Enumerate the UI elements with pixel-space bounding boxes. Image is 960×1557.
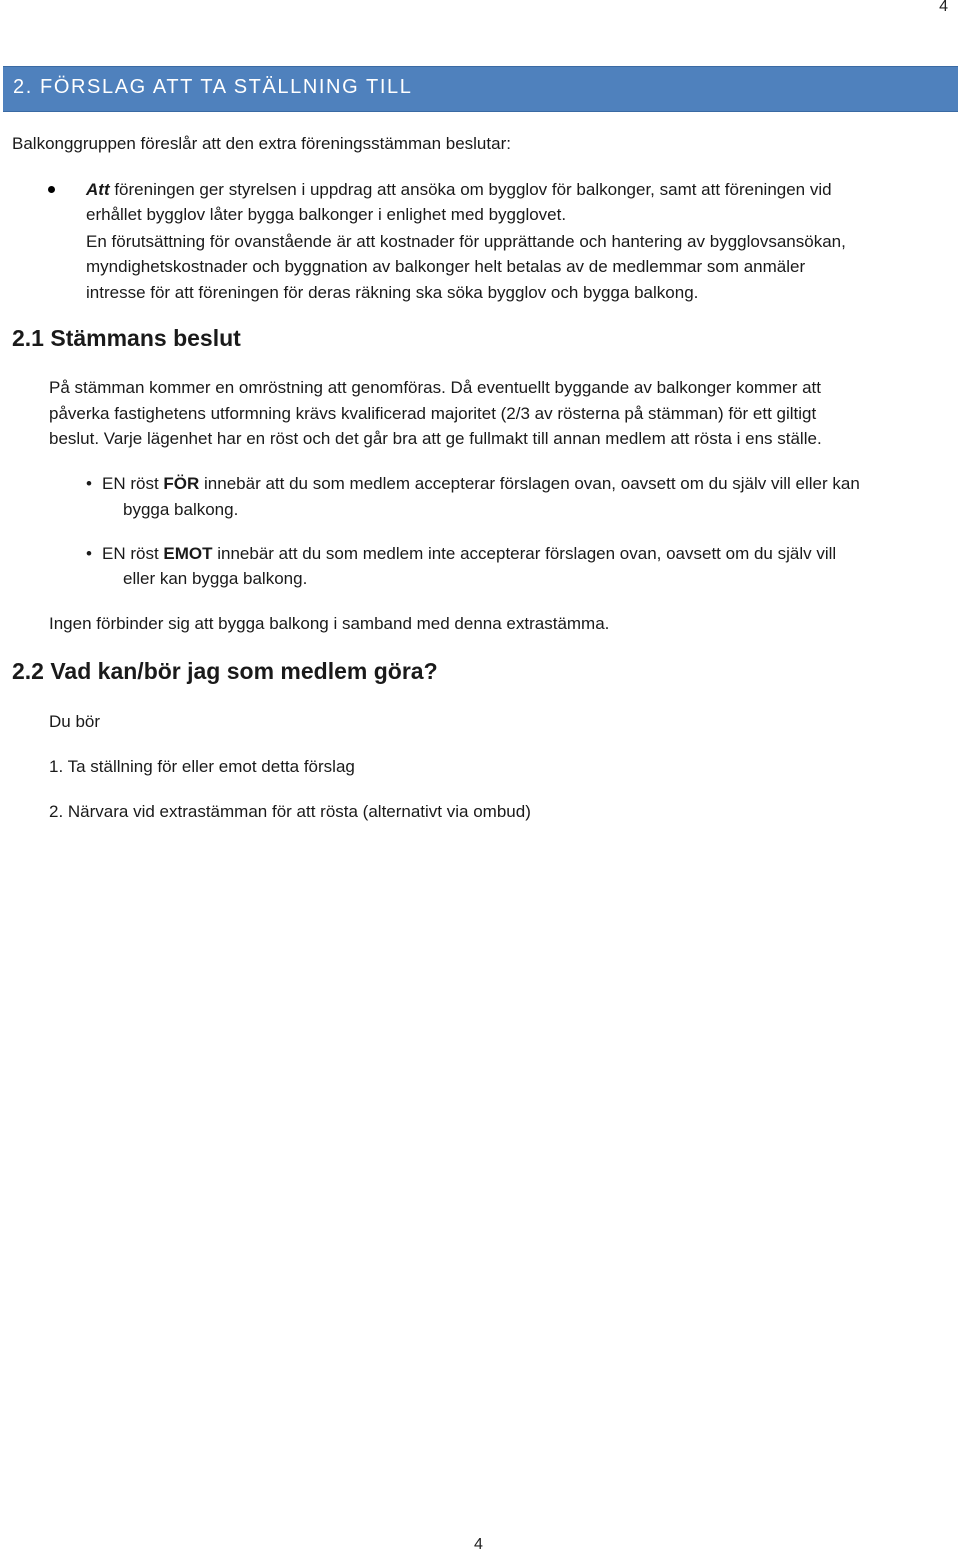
proposal-line-2: erhållet bygglov låter bygga balkonger i enlighet med bygglovet.	[86, 205, 567, 224]
vote-against-bullet: •	[86, 544, 92, 563]
intro-text: Balkonggruppen föreslår att den extra föreningsstämman beslutar:	[12, 134, 511, 153]
vote-against-keyword: EMOT	[163, 544, 213, 563]
section-2-1-heading: 2.1 Stämmans beslut	[12, 325, 241, 351]
vote-for-text: innebär att du som medlem accepterar förslagen ovan, oavsett om du själv vill eller kan	[199, 474, 860, 493]
section-2-1-closing: Ingen förbinder sig att bygga balkong i samband med denna extrastämma.	[49, 614, 610, 633]
section-2-2-item-2: 2. Närvara vid extrastämman för att rösta (alternativt via ombud)	[49, 802, 531, 821]
section-banner-title: 2. FÖRSLAG ATT TA STÄLLNING TILL	[13, 76, 413, 98]
section-banner	[3, 66, 958, 112]
vote-against-text: innebär att du som medlem inte accepterar förslagen ovan, oavsett om du själv vill	[212, 544, 837, 563]
page-number-top: 4	[939, 0, 948, 15]
proposal-line-1-text: föreningen ger styrelsen i uppdrag att ansöka om bygglov för balkonger, samt att föreningen vid	[109, 180, 832, 199]
vote-against-line-1	[102, 541, 836, 566]
section-2-1-paragraph-line-1: På stämman kommer en omröstning att genomföras. Då eventuellt byggande av balkonger kommer att	[49, 378, 821, 397]
proposal-bullet	[48, 186, 55, 193]
proposal-condition-line-3: intresse för att föreningen för deras räkning ska söka bygglov och bygga balkong.	[86, 283, 699, 302]
vote-for-prefix: EN röst	[102, 474, 164, 493]
section-2-2-heading: 2.2 Vad kan/bör jag som medlem göra?	[12, 658, 438, 684]
vote-for-bullet: •	[86, 474, 92, 493]
section-2-2-item-1: 1. Ta ställning för eller emot detta förslag	[49, 757, 355, 776]
vote-against-prefix: EN röst	[102, 544, 164, 563]
proposal-lead-word: Att	[86, 180, 110, 199]
proposal-condition-line-2: myndighetskostnader och byggnation av balkonger helt betalas av de medlemmar som anmäler	[86, 257, 806, 276]
vote-for-line-2: bygga balkong.	[123, 500, 239, 519]
proposal-line-1	[86, 177, 832, 202]
section-2-1-paragraph-line-2: påverka fastighetens utformning krävs kvalificerad majoritet (2/3 av rösterna på stämman) för ett giltigt	[49, 404, 817, 423]
vote-for-keyword: FÖR	[163, 474, 200, 493]
proposal-condition-line-1: En förutsättning för ovanstående är att kostnader för upprättande och hantering av bygglovsansökan,	[86, 232, 846, 251]
page-number-bottom: 4	[474, 1536, 483, 1553]
section-2-2-intro: Du bör	[49, 712, 101, 731]
vote-for-line-1	[102, 471, 860, 496]
vote-against-line-2: eller kan bygga balkong.	[123, 569, 308, 588]
section-2-1-paragraph-line-3: beslut. Varje lägenhet har en röst och det går bra att ge fullmakt till annan medlem att rösta i ens ställe.	[49, 429, 822, 448]
